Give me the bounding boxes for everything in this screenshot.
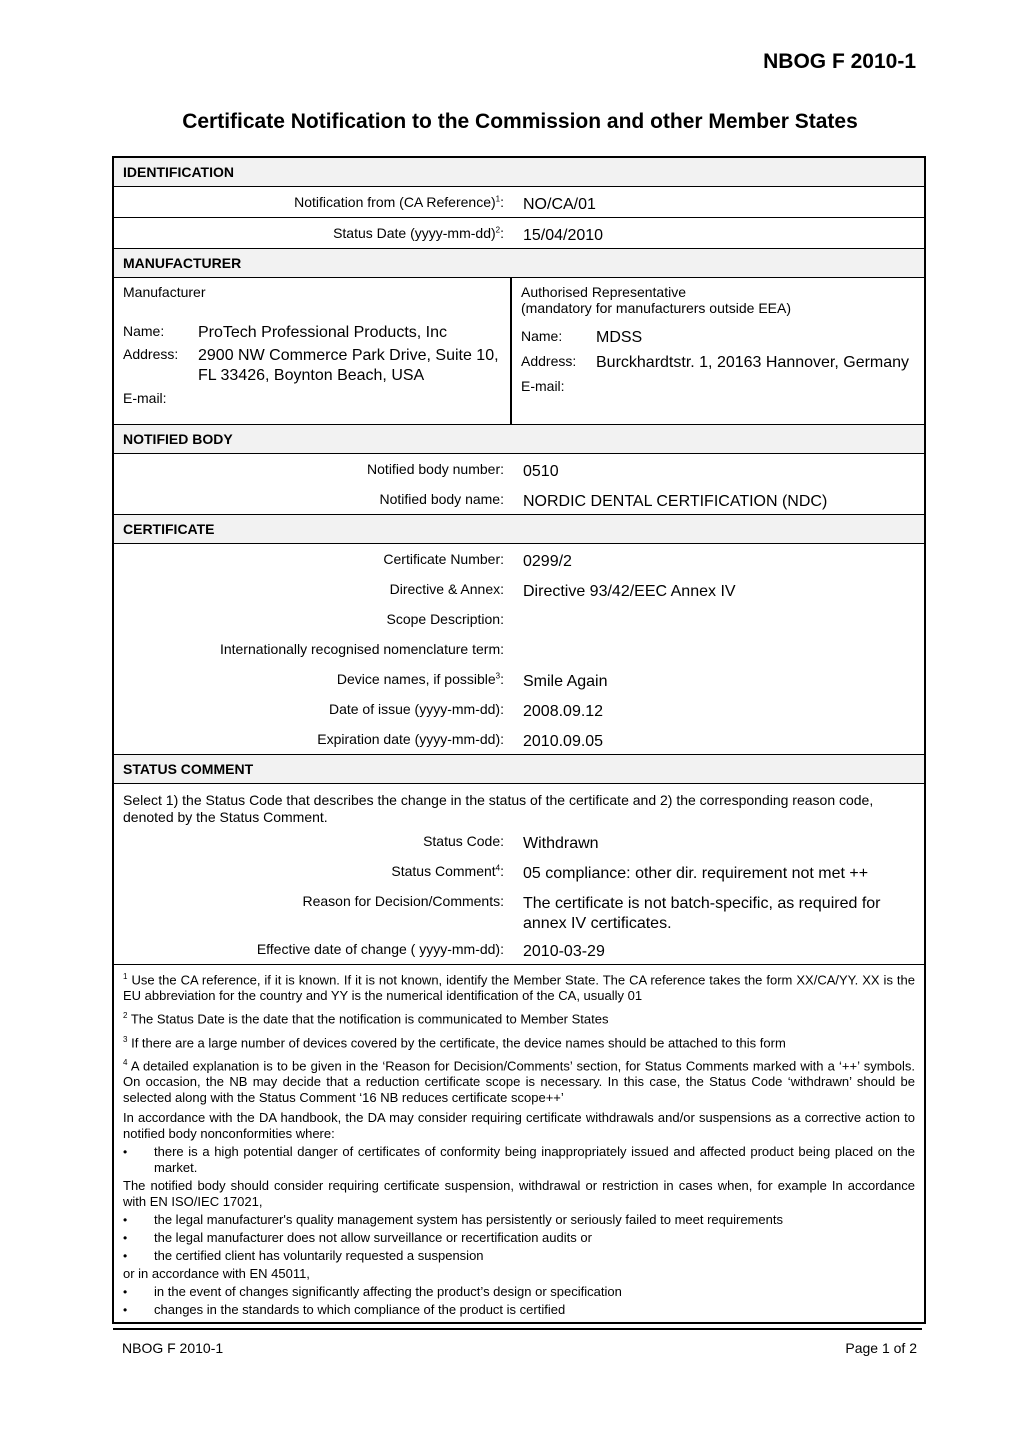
manufacturer-name-value: ProTech Professional Products, Inc xyxy=(198,324,448,341)
ar-address-value: Burckhardtstr. 1, 20163 Hannover, Germany xyxy=(596,354,910,371)
status-date-value: 15/04/2010 xyxy=(523,227,604,244)
nb-name-value: NORDIC DENTAL CERTIFICATION (NDC) xyxy=(523,493,828,510)
manufacturer-heading: Manufacturer xyxy=(123,284,206,300)
row-status-date xyxy=(114,218,924,249)
device-names-value: Smile Again xyxy=(523,673,608,690)
status-comment-intro: Select 1) the Status Code that describes the change in the status of the certificate and 2) the corresponding reason code, denoted by the Status Comment. xyxy=(123,792,874,825)
ar-address-label: Address: xyxy=(521,353,577,369)
da-bullet-1: • there is a high potential danger of certificates of conformity being inappropriately issued and affected product being placed on the market. xyxy=(123,1144,915,1176)
status-date-label: Status Date (yyyy-mm-dd)$^2$: xyxy=(333,225,504,241)
row-nb-number xyxy=(114,454,924,484)
scope-description-value xyxy=(504,604,924,634)
manufacturer-column xyxy=(114,278,512,424)
nomenclature-term-value xyxy=(504,634,924,664)
footnote-2: $^2$ The Status Date is the date that the notification is communicated to Member States xyxy=(123,1011,609,1027)
expiration-date-label: Expiration date (yyyy-mm-dd): xyxy=(317,731,504,747)
authorised-representative-column xyxy=(512,278,924,424)
directive-annex-value: Directive 93/42/EEC Annex IV xyxy=(523,583,736,600)
ar-name-label: Name: xyxy=(521,328,563,344)
nb-bullet-2: • the legal manufacturer does not allow surveillance or recertification audits or xyxy=(123,1230,915,1246)
nb-number-value: 0510 xyxy=(523,463,559,480)
status-comment-label: Status Comment$^4$: xyxy=(391,863,504,879)
ar-heading: Authorised Representative xyxy=(521,284,686,300)
cert-number-value: 0299/2 xyxy=(523,553,572,570)
ar-email-label: E-mail: xyxy=(521,378,565,394)
nomenclature-term-label: Internationally recognised nomenclature term: xyxy=(219,641,504,657)
nb-name-label: Notified body name: xyxy=(379,491,504,507)
row-notification-from xyxy=(114,187,924,218)
footnote-1: $^1$ Use the CA reference, if it is known. If it is not known, identify the Member State. The CA reference takes the form XX/CA/YY. XX is the EU abbreviation for the country and YY is the numerical identification of the CA, usually 01 xyxy=(123,972,915,1004)
footer-divider xyxy=(113,1328,922,1330)
manufacturer-email-label: E-mail: xyxy=(123,390,167,406)
effective-date-label: Effective date of change ( yyyy-mm-dd): xyxy=(256,941,504,957)
status-code-label: Status Code: xyxy=(423,833,504,849)
da-paragraph: In accordance with the DA handbook, the DA may consider requiring certificate withdrawals and/or suspensions as a corrective action to notified body nonconformities where: xyxy=(123,1110,915,1142)
footnotes xyxy=(114,965,924,1322)
nb-number-label: Notified body number: xyxy=(367,461,504,477)
ar-subheading: (mandatory for manufacturers outside EEA) xyxy=(521,300,792,316)
manufacturer-block xyxy=(114,278,924,425)
ar-name-value: MDSS xyxy=(596,329,643,346)
certificate-block xyxy=(114,544,924,755)
en-paragraph: or in accordance with EN 45011, xyxy=(123,1266,310,1282)
footer-page-number: Page 1 of 2 xyxy=(845,1340,917,1356)
status-comment-block xyxy=(114,784,924,965)
notified-body-block xyxy=(114,454,924,515)
status-comment-value: 05 compliance: other dir. requirement not met ++ xyxy=(523,865,869,882)
nb-bullet-1: • the legal manufacturer's quality management system has persistently or seriously failed to meet requirements xyxy=(123,1212,915,1228)
cert-number-label: Certificate Number: xyxy=(383,551,504,567)
section-certificate: CERTIFICATE xyxy=(114,515,924,544)
nb-paragraph: The notified body should consider requiring certificate suspension, withdrawal or restriction in cases when, for example In accordance with EN ISO/IEC 17021, xyxy=(123,1178,915,1210)
notification-from-label: Notification from (CA Reference)$^1$: xyxy=(294,194,504,210)
notification-form xyxy=(112,156,926,1324)
manufacturer-address-label: Address: xyxy=(123,346,179,362)
row-nb-name xyxy=(114,484,924,514)
reason-label: Reason for Decision/Comments: xyxy=(302,893,504,909)
manufacturer-name-label: Name: xyxy=(123,323,165,339)
section-manufacturer: MANUFACTURER xyxy=(114,249,924,278)
footnote-3: $^3$ If there are a large number of devices covered by the certificate, the device names should be attached to this form xyxy=(123,1034,786,1050)
expiration-date-value: 2010.09.05 xyxy=(523,733,604,750)
status-code-value: Withdrawn xyxy=(523,835,599,852)
document-title: Certificate Notification to the Commission and other Member States xyxy=(182,110,858,133)
en-bullet-1: • in the event of changes significantly affecting the product’s design or specification xyxy=(123,1284,915,1300)
section-notified-body: NOTIFIED BODY xyxy=(114,425,924,454)
issue-date-label: Date of issue (yyyy-mm-dd): xyxy=(328,701,504,717)
nb-bullet-3: • the certified client has voluntarily requested a suspension xyxy=(123,1248,915,1264)
manufacturer-address-value: 2900 NW Commerce Park Drive, Suite 10, FL 33426, Boynton Beach, USA xyxy=(198,347,499,384)
notification-from-value: NO/CA/01 xyxy=(523,196,596,213)
footnote-4: $^4$ A detailed explanation is to be given in the ‘Reason for Decision/Comments’ section, for Status Comments marked with a ‘++’ symbols. On occasion, the NB may decide that a reduction certificate scope is necessary. In this case, the Status Code ‘withdrawn’ should be selected along with the Status Comment ‘16 NB reduces certificate scope++’ xyxy=(123,1057,915,1106)
document-code: NBOG F 2010-1 xyxy=(763,50,916,73)
scope-description-label: Scope Description: xyxy=(386,611,504,627)
directive-annex-label: Directive & Annex: xyxy=(389,581,504,597)
reason-value: The certificate is not batch-specific, as required for annex IV certificates. xyxy=(523,895,881,932)
en-bullet-2: • changes in the standards to which compliance of the product is certified xyxy=(123,1302,915,1318)
device-names-label: Device names, if possible$^3$: xyxy=(336,671,504,687)
issue-date-value: 2008.09.12 xyxy=(523,703,604,720)
section-identification: IDENTIFICATION xyxy=(114,158,924,187)
section-status-comment: STATUS COMMENT xyxy=(114,755,924,784)
footer-doc-code: NBOG F 2010-1 xyxy=(122,1340,224,1356)
effective-date-value: 2010-03-29 xyxy=(523,943,605,960)
